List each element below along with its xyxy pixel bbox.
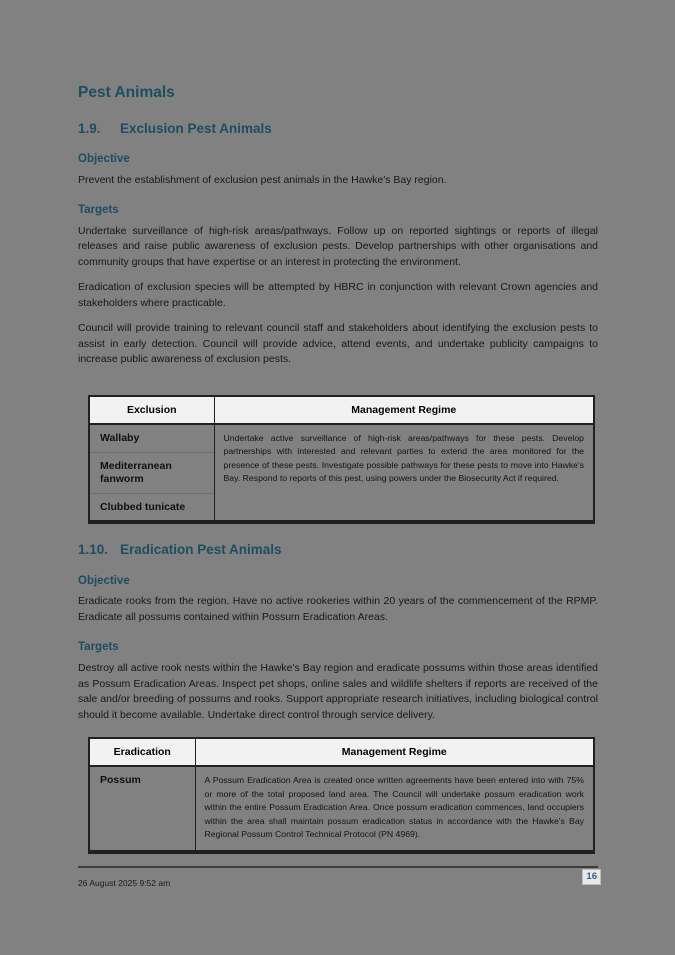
column-header-eradication: Eradication bbox=[89, 738, 195, 766]
column-header-management-regime: Management Regime bbox=[195, 738, 594, 766]
page-title: Pest Animals bbox=[78, 84, 175, 101]
table-row bbox=[89, 424, 594, 452]
footer-datetime: 26 August 2025 9:52 am bbox=[78, 877, 171, 888]
targets-paragraph: Eradication of exclusion species will be attempted by HBRC in conjunction with relevant Crown agencies and stakeholders where practicable. bbox=[78, 281, 598, 309]
section-heading-1-10 bbox=[78, 542, 598, 558]
table-header-row bbox=[89, 396, 594, 424]
footer-divider bbox=[78, 866, 598, 868]
objective-heading: Objective bbox=[78, 152, 130, 165]
section-number: 1.10. bbox=[78, 542, 109, 558]
eradication-regime-table bbox=[88, 737, 595, 853]
table-row bbox=[89, 766, 594, 851]
targets-heading: Targets bbox=[78, 641, 119, 654]
table-header-row bbox=[89, 738, 594, 766]
objective-text: Prevent the establishment of exclusion pest animals in the Hawke's Bay region. bbox=[78, 173, 447, 186]
pest-name-cell: Wallaby bbox=[89, 424, 214, 452]
management-regime-cell: A Possum Eradication Area is created once written agreements have been entered into with 75% or more of the total proposed land area. The Council will undertake possum eradication work within the entire Possum Eradication Area. Once possum eradication commences, land occupiers within the area shall maintain possum eradication status in accordance with the Hawke's Bay Regional Possum Control Technical Protocol (PN 4969). bbox=[204, 775, 584, 840]
pest-name-cell: Possum bbox=[89, 766, 195, 851]
pest-name-cell: Clubbed tunicate bbox=[89, 493, 214, 522]
page-footer bbox=[78, 866, 598, 888]
section-title: Exclusion Pest Animals bbox=[120, 120, 272, 136]
exclusion-regime-table bbox=[88, 395, 595, 525]
management-regime-cell: Undertake active surveillance of high-risk areas/pathways for these pests. Develop partnerships with interested and relevant parties to extend the area monitored for the presence of these pests. Investigate possible pathways for these pests to move into Hawke's Bay. Respond to reports of this pest, using powers under the Biosecurity Act if required. bbox=[223, 432, 584, 484]
page-number-badge: 16 bbox=[583, 870, 600, 884]
targets-paragraph: Undertake surveillance of high-risk areas/pathways. Follow up on reported sightings or reports of illegal releases and raise public awareness of exclusion pests. Develop partnerships with other organisations and community groups that have expertise or an interest in protecting the environment. bbox=[78, 224, 598, 268]
pest-name-cell: Mediterranean fanworm bbox=[89, 452, 214, 493]
column-header-management-regime: Management Regime bbox=[214, 396, 594, 424]
section-number: 1.9. bbox=[78, 120, 101, 136]
targets-heading: Targets bbox=[78, 204, 119, 217]
targets-paragraph: Council will provide training to relevant council staff and stakeholders about identifying the exclusion pests to assist in early detection. Council will provide advice, attend events, and undertake publicity campaigns to increase public awareness of exclusion pests. bbox=[78, 322, 598, 366]
column-header-exclusion: Exclusion bbox=[89, 396, 214, 424]
targets-paragraph: Destroy all active rook nests within the Hawke's Bay region and eradicate possums within those areas identified as Possum Eradication Areas. Inspect pet shops, online sales and wildlife shelters if reports are received of the sale and/or breeding of possums and rooks. Support appropriate research initiatives, including biological control should it become available. Undertake direct control through service delivery. bbox=[78, 662, 598, 721]
section-heading-1-9 bbox=[78, 121, 598, 137]
objective-text: Eradicate rooks from the region. Have no active rookeries within 20 years of the commencement of the RPMP. Eradicate all possums contained within Possum Eradication Areas. bbox=[78, 595, 598, 623]
objective-heading: Objective bbox=[78, 574, 130, 587]
section-title: Eradication Pest Animals bbox=[120, 542, 282, 558]
